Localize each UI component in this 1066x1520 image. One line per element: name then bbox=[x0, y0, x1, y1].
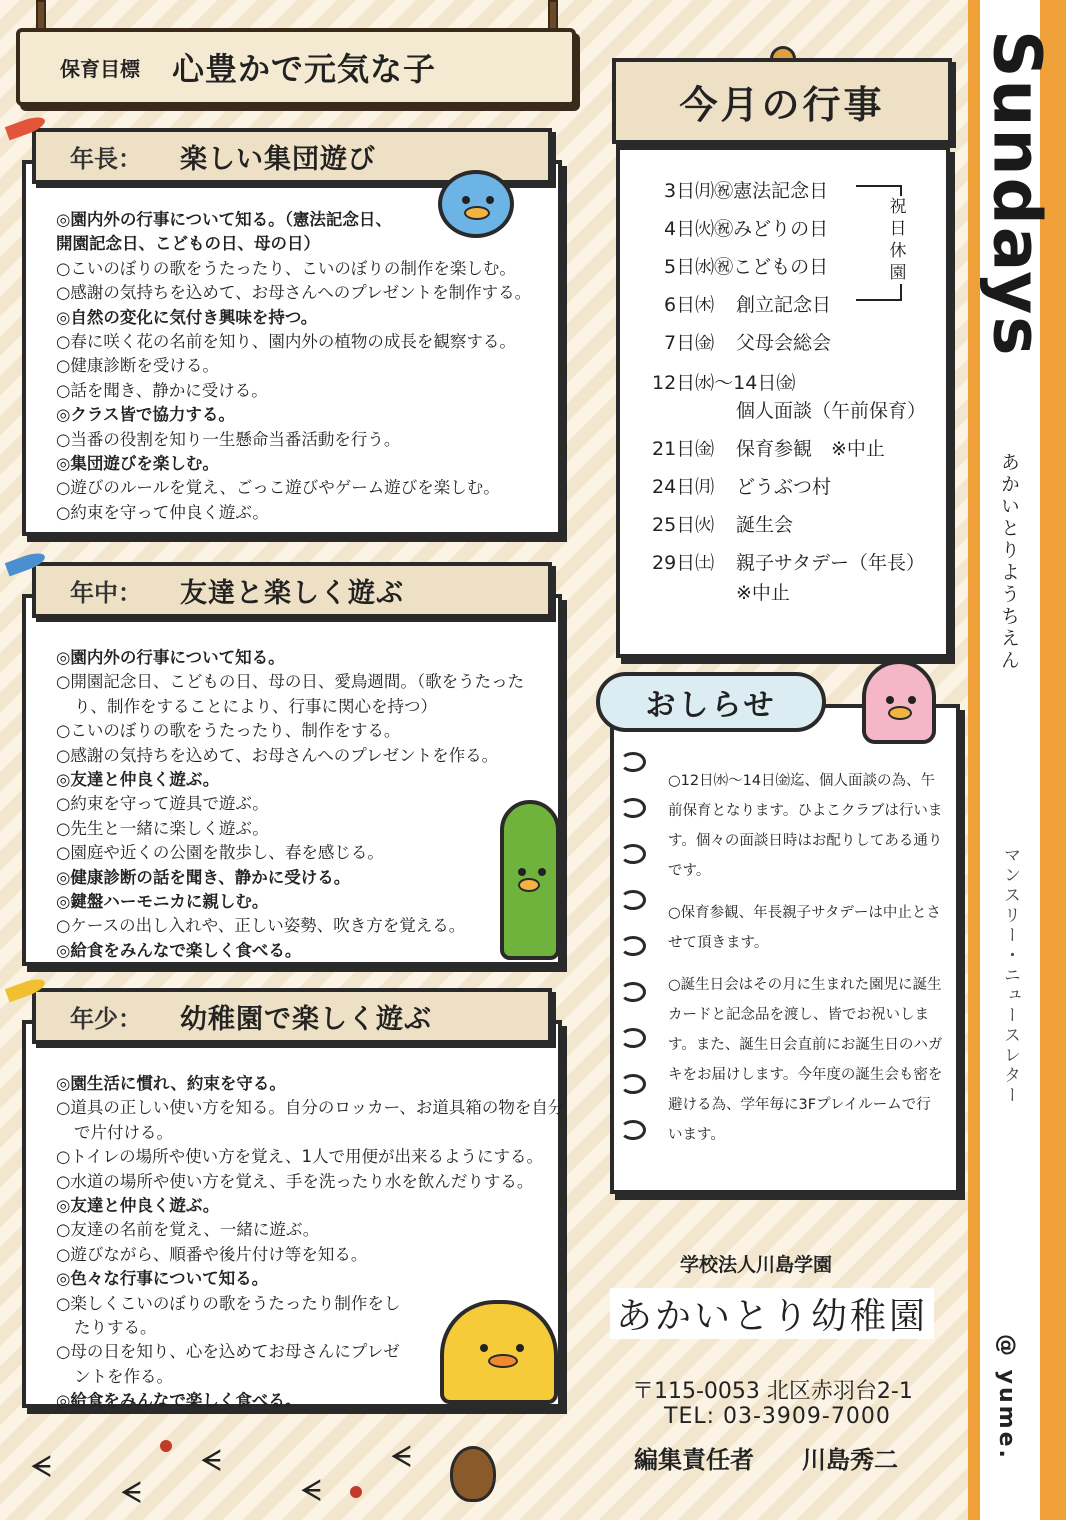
section-nenchu-header bbox=[32, 562, 552, 618]
event-row bbox=[652, 510, 793, 537]
holiday-note: 祝日休園 bbox=[886, 196, 910, 284]
list-item: ◎給食をみんなで楽しく食べる。 bbox=[56, 1391, 302, 1411]
event-row bbox=[664, 252, 828, 279]
events-title: 今月の行事 bbox=[612, 58, 952, 144]
event-row bbox=[652, 368, 795, 395]
event-name: 親子サタデー（年長） bbox=[736, 552, 926, 574]
list-item: ◎色々な行事について知る。 bbox=[56, 1269, 269, 1289]
list-item: ◎自然の変化に気付き興味を持つ。 bbox=[56, 307, 318, 327]
list-item: ○水道の場所や使い方を覚え、手を洗ったり水を飲んだりする。 bbox=[56, 1171, 534, 1191]
yellow-bird-character-icon bbox=[440, 1300, 558, 1404]
section-theme: 友達と楽しく遊ぶ bbox=[180, 577, 404, 609]
event-row bbox=[736, 578, 790, 605]
event-row bbox=[652, 434, 885, 461]
event-name: 創立記念日 bbox=[736, 294, 832, 316]
list-item: ○楽しくこいのぼりの歌をうたったり制作をしたりする。 bbox=[56, 1293, 401, 1338]
list-item: ○健康診断を受ける。 bbox=[56, 356, 219, 376]
binder-ring-icon bbox=[620, 982, 646, 1002]
section-theme: 幼稚園で楽しく遊ぶ bbox=[180, 1003, 432, 1035]
binder-ring-icon bbox=[620, 844, 646, 864]
blue-bird-character-icon bbox=[438, 170, 514, 238]
list-item: ○約束を守って仲良く遊ぶ。 bbox=[56, 502, 269, 522]
goal-text: 心豊かで元気な子 bbox=[172, 50, 437, 88]
event-name: こどもの日 bbox=[733, 256, 829, 278]
list-item: ◎集団遊びを楽しむ。 bbox=[56, 454, 219, 474]
berry-icon bbox=[350, 1486, 362, 1498]
newsletter-subtitle: マンスリー・ニュースレター bbox=[1000, 846, 1020, 1106]
goal-label: 保育目標 bbox=[60, 56, 140, 81]
list-item: ◎クラス皆で協力する。 bbox=[56, 405, 235, 425]
footprint-icon: ᗕ bbox=[30, 1450, 52, 1485]
notice-item: ○誕生日会はその月に生まれた園児に誕生カードと記念品を渡し、皆でお祝いします。また、誕生日会直前にお誕生日のハガキをお届けします。今年度の誕生会も密を避ける為、学年毎に3Fプレイルームで行います。 bbox=[668, 977, 943, 1143]
binder-ring-icon bbox=[620, 798, 646, 818]
list-item: ○園庭や近くの公園を散歩し、春を感じる。 bbox=[56, 843, 384, 863]
list-item: ○道具の正しい使い方を知る。自分のロッカー、お道具箱の物を自分で片付ける。 bbox=[56, 1098, 565, 1142]
event-date: 29日㈯ bbox=[652, 552, 715, 574]
binder-ring-icon bbox=[620, 1028, 646, 1048]
footprint-icon: ᗕ bbox=[120, 1476, 142, 1511]
binder-ring-icon bbox=[620, 1074, 646, 1094]
list-item: ○感謝の気持ちを込めて、お母さんへのプレゼントを作る。 bbox=[56, 745, 499, 765]
event-date: 4日㈫㊗ bbox=[664, 218, 734, 240]
grade-label: 年長： bbox=[70, 144, 142, 173]
pink-bird-character-icon bbox=[862, 660, 936, 744]
list-item: ○先生と一緒に楽しく遊ぶ。 bbox=[56, 818, 269, 838]
list-item: ○約束を守って遊具で遊ぶ。 bbox=[56, 794, 269, 814]
goal-sign bbox=[16, 28, 576, 106]
grade-label: 年少： bbox=[70, 1004, 142, 1033]
brand-logo: Sundays bbox=[978, 30, 1056, 358]
berry-icon bbox=[160, 1440, 172, 1452]
bird-footprints-decoration bbox=[30, 1440, 510, 1510]
acorn-icon bbox=[450, 1446, 496, 1502]
event-date: 12日㈬〜14日㈮ bbox=[652, 372, 796, 394]
section-nensho-items bbox=[56, 1072, 565, 1414]
list-item: ○トイレの場所や使い方を覚え、1人で用便が出来るようにする。 bbox=[56, 1147, 544, 1167]
event-date: 6日㈭ bbox=[664, 294, 715, 316]
event-name: みどりの日 bbox=[733, 218, 829, 240]
notice-title: おしらせ bbox=[596, 672, 826, 732]
school-org: 学校法人川島学園 bbox=[680, 1254, 833, 1276]
list-item: ○友達の名前を覚え、一緒に遊ぶ。 bbox=[56, 1220, 320, 1240]
list-item: ◎友達と仲良く遊ぶ。 bbox=[56, 770, 220, 790]
event-row bbox=[664, 214, 828, 241]
list-item: ○遊びながら、順番や後片付け等を知る。 bbox=[56, 1244, 368, 1264]
binder-ring-icon bbox=[620, 936, 646, 956]
event-row bbox=[652, 548, 925, 575]
editor-credit: 編集責任者 川島秀二 bbox=[634, 1446, 898, 1474]
list-item: ○こいのぼりの歌をうたったり、制作をする。 bbox=[56, 721, 401, 741]
list-item: ○母の日を知り、心を込めてお母さんにプレゼントを作る。 bbox=[56, 1342, 400, 1386]
notice-item: ○保育参観、年長親子サタデーは中止とさせて頂きます。 bbox=[668, 905, 941, 951]
list-item: ◎園内外の行事について知る。 bbox=[56, 648, 285, 667]
section-nencho-items bbox=[56, 208, 544, 525]
list-item: ○話を聞き、静かに受ける。 bbox=[56, 380, 268, 400]
list-item: ◎鍵盤ハーモニカに親しむ。 bbox=[56, 892, 269, 912]
section-nenchu bbox=[22, 594, 562, 966]
list-item: ○ケースの出し入れや、正しい姿勢、吹き方を覚える。 bbox=[56, 916, 466, 936]
illustrator-credit: @ yume. bbox=[994, 1334, 1019, 1461]
notice-item: ○12日㈬〜14日㈮迄、個人面談の為、午前保育となります。ひよこクラブは行います。個々の面談日時はお配りしてある通りです。 bbox=[668, 773, 943, 879]
binder-ring-icon bbox=[620, 752, 646, 772]
section-nenchu-items bbox=[56, 646, 544, 963]
list-item: ○開園記念日、こどもの日、母の日、愛鳥週間。（歌をうたったり、制作をすることにより、行事に関心を持つ） bbox=[56, 672, 525, 716]
school-tel: TEL: 03-3909-7000 bbox=[664, 1404, 891, 1429]
list-item: ○感謝の気持ちを込めて、お母さんへのプレゼントを制作する。 bbox=[56, 283, 532, 303]
footprint-icon: ᗕ bbox=[300, 1474, 322, 1509]
footprint-icon: ᗕ bbox=[200, 1444, 222, 1479]
event-name: 保育参観 ※中止 bbox=[736, 438, 885, 460]
list-item: ◎園内外の行事について知る。（憲法記念日、 開園記念日、こどもの日、母の日） bbox=[56, 210, 392, 254]
binder-ring-icon bbox=[620, 1120, 646, 1140]
school-address: 〒115-0053 北区赤羽台2-1 bbox=[632, 1379, 913, 1404]
list-item: ○当番の役割を知り一生懸命当番活動を行う。 bbox=[56, 429, 401, 449]
section-nensho-header bbox=[32, 988, 552, 1044]
event-name: 誕生会 bbox=[736, 514, 794, 536]
event-name: 憲法記念日 bbox=[733, 180, 829, 202]
event-date: 5日㈬㊗ bbox=[664, 256, 734, 278]
event-name: 個人面談（午前保育） bbox=[736, 400, 927, 422]
event-row bbox=[664, 328, 831, 355]
section-theme: 楽しい集団遊び bbox=[180, 143, 376, 175]
list-item: ◎園生活に慣れ、約束を守る。 bbox=[56, 1074, 286, 1093]
list-item: ○遊びのルールを覚え、ごっこ遊びやゲーム遊びを楽しむ。 bbox=[56, 478, 500, 498]
event-row bbox=[664, 176, 828, 203]
event-name: ※中止 bbox=[736, 582, 790, 604]
list-item: ○こいのぼりの歌をうたったり、こいのぼりの制作を楽しむ。 bbox=[56, 258, 516, 278]
event-row bbox=[664, 290, 831, 317]
list-item: ◎友達と仲良く遊ぶ。 bbox=[56, 1196, 220, 1216]
school-name: あかいとり幼稚園 bbox=[610, 1288, 934, 1339]
list-item: ◎健康診断の話を聞き、静かに受ける。 bbox=[56, 867, 351, 887]
event-name: どうぶつ村 bbox=[736, 476, 832, 498]
green-bird-character-icon bbox=[500, 800, 560, 960]
event-date: 21日㈮ bbox=[652, 438, 715, 460]
list-item: ◎給食をみんなで楽しく食べる。 bbox=[56, 940, 302, 960]
event-row bbox=[736, 396, 926, 423]
event-date: 24日㈪ bbox=[652, 476, 715, 498]
list-item: ○春に咲く花の名前を知り、園内外の植物の成長を観察する。 bbox=[56, 332, 516, 352]
event-row bbox=[652, 472, 831, 499]
footprint-icon: ᗕ bbox=[390, 1440, 412, 1475]
school-kana: あかいとりようちえん bbox=[998, 452, 1020, 672]
grade-label: 年中： bbox=[70, 578, 142, 607]
binder-ring-icon bbox=[620, 890, 646, 910]
event-date: 25日㈫ bbox=[652, 514, 715, 536]
event-date: 3日㈪㊗ bbox=[664, 180, 734, 202]
event-date: 7日㈮ bbox=[664, 332, 715, 354]
event-name: 父母会総会 bbox=[736, 332, 832, 354]
